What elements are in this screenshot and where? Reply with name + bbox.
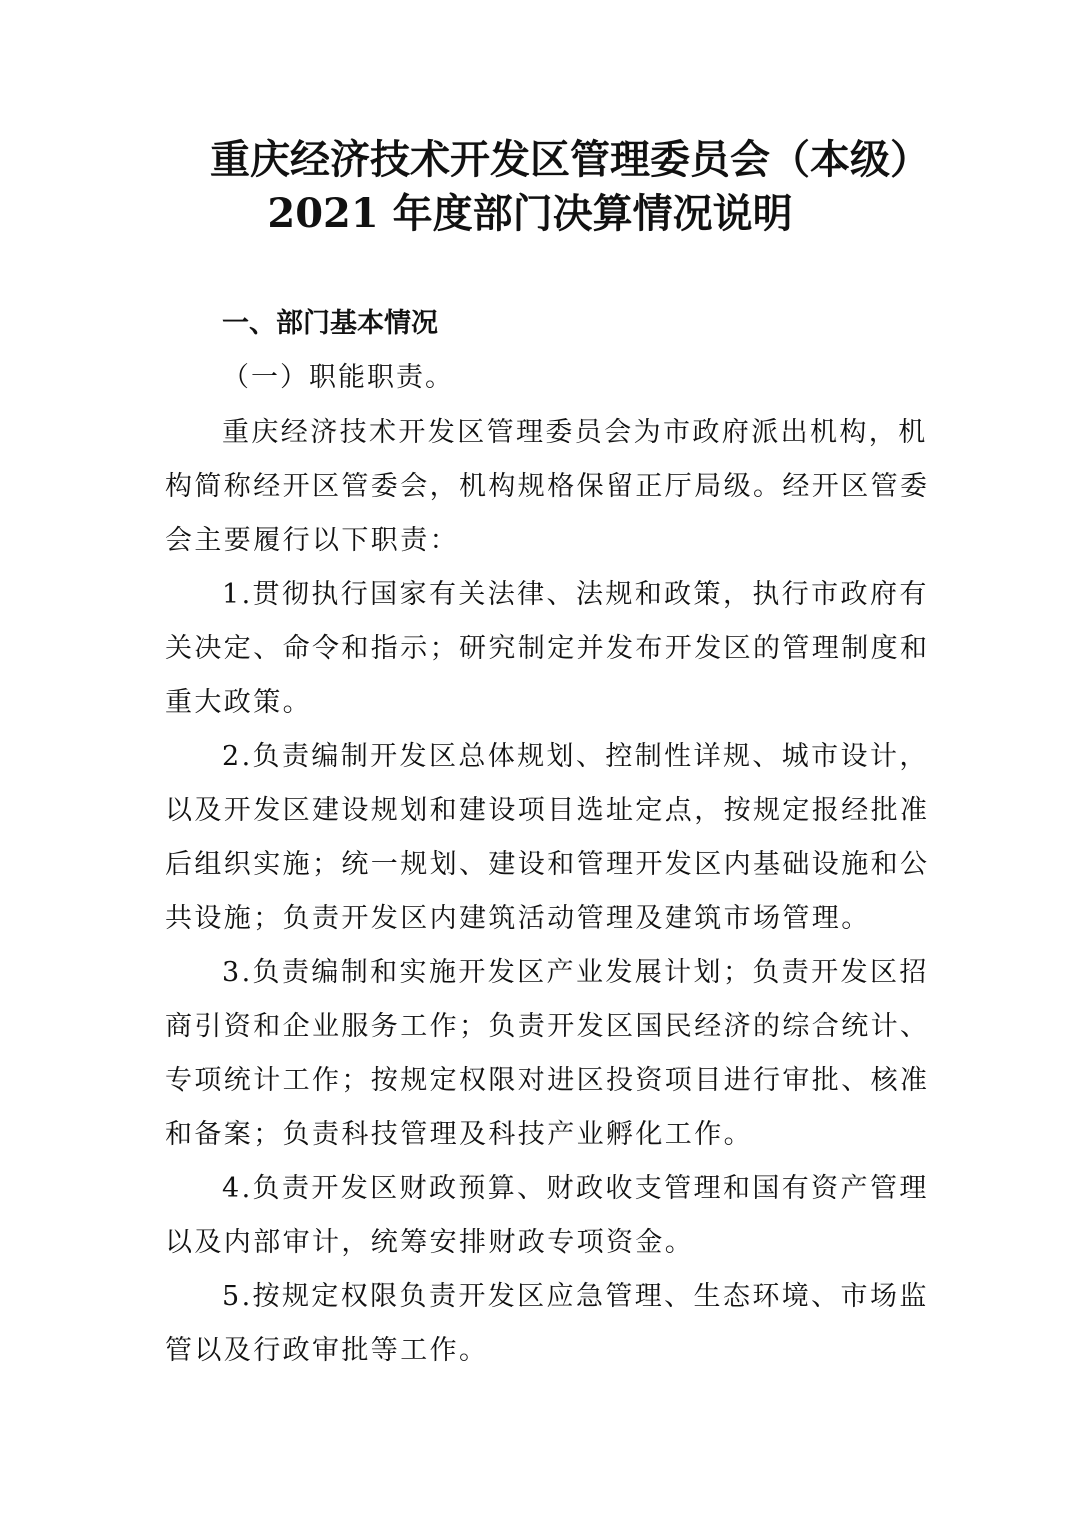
paragraph-line: 后组织实施；统一规划、建设和管理开发区内基础设施和公 xyxy=(165,849,930,880)
paragraph-line: 1.贯彻执行国家有关法律、法规和政策，执行市政府有 xyxy=(222,579,929,610)
paragraph-line: 关决定、命令和指示；研究制定并发布开发区的管理制度和 xyxy=(165,633,930,664)
paragraph-line: 会主要履行以下职责： xyxy=(165,525,459,556)
paragraph-line: 3.负责编制和实施开发区产业发展计划；负责开发区招 xyxy=(222,957,929,988)
paragraph-line: 重大政策。 xyxy=(165,687,312,718)
document-title-line1: 重庆经济技术开发区管理委员会（本级） xyxy=(210,136,930,183)
paragraph-line: 专项统计工作；按规定权限对进区投资项目进行审批、核准 xyxy=(165,1065,930,1096)
paragraph-line: 5.按规定权限负责开发区应急管理、生态环境、市场监 xyxy=(222,1281,929,1312)
paragraph-line: 4.负责开发区财政预算、财政收支管理和国有资产管理 xyxy=(222,1173,929,1204)
paragraph-line: 共设施；负责开发区内建筑活动管理及建筑市场管理。 xyxy=(165,903,871,934)
subsection-heading: （一）职能职责。 xyxy=(222,362,454,393)
paragraph-line: 和备案；负责科技管理及科技产业孵化工作。 xyxy=(165,1119,753,1150)
section-heading: 一、部门基本情况 xyxy=(222,308,438,339)
paragraph-line: 以及开发区建设规划和建设项目选址定点，按规定报经批准 xyxy=(165,795,930,826)
paragraph-line: 重庆经济技术开发区管理委员会为市政府派出机构，机 xyxy=(222,417,928,448)
paragraph-line: 管以及行政审批等工作。 xyxy=(165,1335,489,1366)
document-title-line2: 2021 年度部门决算情况说明 xyxy=(267,190,793,237)
paragraph-line: 构简称经开区管委会，机构规格保留正厅局级。经开区管委 xyxy=(165,471,930,502)
paragraph-line: 2.负责编制开发区总体规划、控制性详规、城市设计， xyxy=(222,741,929,772)
paragraph-line: 以及内部审计，统筹安排财政专项资金。 xyxy=(165,1227,695,1258)
paragraph-line: 商引资和企业服务工作；负责开发区国民经济的综合统计、 xyxy=(165,1011,930,1042)
